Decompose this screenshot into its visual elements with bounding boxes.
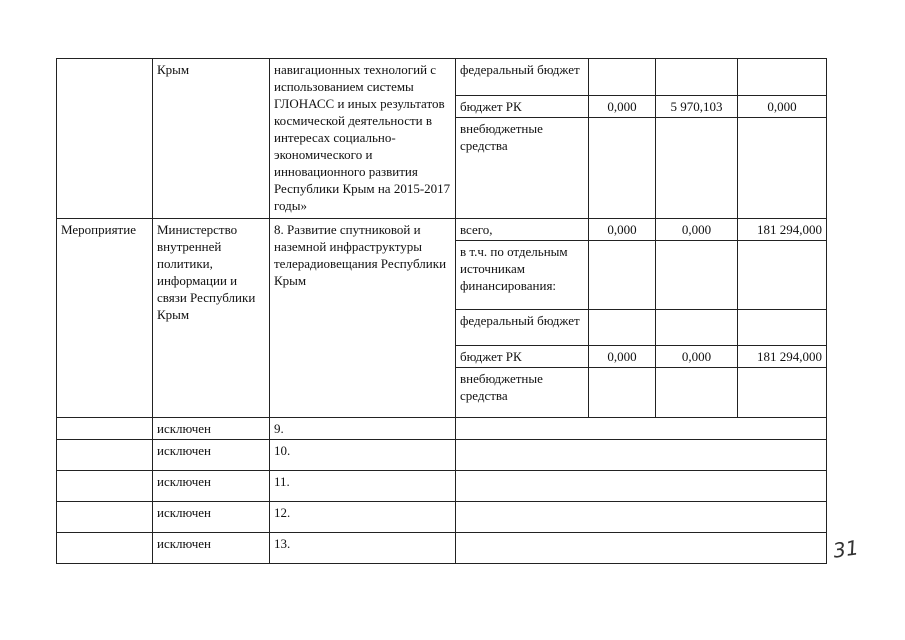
status-cell: исключен [153, 533, 270, 564]
empty-cell [656, 440, 738, 471]
value-cell [589, 118, 656, 219]
value-cell: 0,000 [656, 219, 738, 241]
funding-source-cell: всего, [456, 219, 589, 241]
excluded-row [57, 533, 827, 564]
executor-cell: Крым [153, 59, 270, 219]
value-cell [656, 368, 738, 418]
executor-cell: Министерство внутренней политики, информации и связи Республики Крым [153, 219, 270, 418]
excluded-row [57, 471, 827, 502]
value-cell: 0,000 [656, 346, 738, 368]
value-cell: 5 970,103 [656, 96, 738, 118]
value-cell [738, 118, 827, 219]
table-row [57, 59, 827, 96]
item-number-cell: 13. [270, 533, 456, 564]
empty-cell [57, 440, 153, 471]
empty-cell [589, 471, 656, 502]
empty-cell [656, 471, 738, 502]
value-cell [656, 118, 738, 219]
empty-cell [57, 471, 153, 502]
item-number-cell: 9. [270, 418, 456, 440]
table-row [57, 219, 827, 241]
empty-cell [456, 502, 589, 533]
empty-cell [656, 418, 738, 440]
empty-cell [456, 533, 589, 564]
value-cell: 0,000 [589, 219, 656, 241]
excluded-row [57, 418, 827, 440]
empty-cell [656, 502, 738, 533]
empty-cell [589, 418, 656, 440]
value-cell [738, 368, 827, 418]
status-cell: исключен [153, 418, 270, 440]
value-cell [738, 241, 827, 310]
status-cell: исключен [153, 471, 270, 502]
excluded-row [57, 440, 827, 471]
value-cell: 181 294,000 [738, 346, 827, 368]
funding-source-cell: федеральный бюджет [456, 59, 589, 96]
value-cell [589, 310, 656, 346]
value-cell [738, 59, 827, 96]
empty-cell [738, 502, 827, 533]
activity-cell: 8. Развитие спутниковой и наземной инфраструктуры телерадиовещания Республики Крым [270, 219, 456, 418]
value-cell: 181 294,000 [738, 219, 827, 241]
value-cell [589, 368, 656, 418]
empty-cell [57, 533, 153, 564]
value-cell: 0,000 [589, 96, 656, 118]
excluded-row [57, 502, 827, 533]
item-number-cell: 10. [270, 440, 456, 471]
activity-cell: навигационных технологий с использованием системы ГЛОНАСС и иных результатов космической деятельности в интересах социально-экономического и инновационного развития Республики Крым на 2015-2017 годы» [270, 59, 456, 219]
status-cell: исключен [153, 502, 270, 533]
value-cell [738, 310, 827, 346]
empty-cell [656, 533, 738, 564]
empty-cell [589, 440, 656, 471]
budget-table [56, 58, 827, 564]
empty-cell [57, 502, 153, 533]
value-cell [589, 241, 656, 310]
empty-cell [57, 418, 153, 440]
row-type-cell [57, 59, 153, 219]
status-cell: исключен [153, 440, 270, 471]
empty-cell [738, 471, 827, 502]
item-number-cell: 12. [270, 502, 456, 533]
value-cell [656, 310, 738, 346]
value-cell: 0,000 [738, 96, 827, 118]
funding-source-cell: бюджет РК [456, 346, 589, 368]
value-cell [589, 59, 656, 96]
empty-cell [589, 533, 656, 564]
funding-source-cell: бюджет РК [456, 96, 589, 118]
value-cell [656, 59, 738, 96]
funding-source-cell: в т.ч. по отдельным источникам финансирования: [456, 241, 589, 310]
empty-cell [456, 440, 589, 471]
funding-source-cell: федеральный бюджет [456, 310, 589, 346]
empty-cell [456, 418, 589, 440]
page-number: 31 [831, 535, 860, 563]
empty-cell [738, 533, 827, 564]
empty-cell [738, 418, 827, 440]
empty-cell [738, 440, 827, 471]
item-number-cell: 11. [270, 471, 456, 502]
row-type-cell: Мероприятие [57, 219, 153, 418]
funding-source-cell: внебюджетные средства [456, 368, 589, 418]
value-cell: 0,000 [589, 346, 656, 368]
empty-cell [456, 471, 589, 502]
value-cell [656, 241, 738, 310]
empty-cell [589, 502, 656, 533]
funding-source-cell: внебюджетные средства [456, 118, 589, 219]
